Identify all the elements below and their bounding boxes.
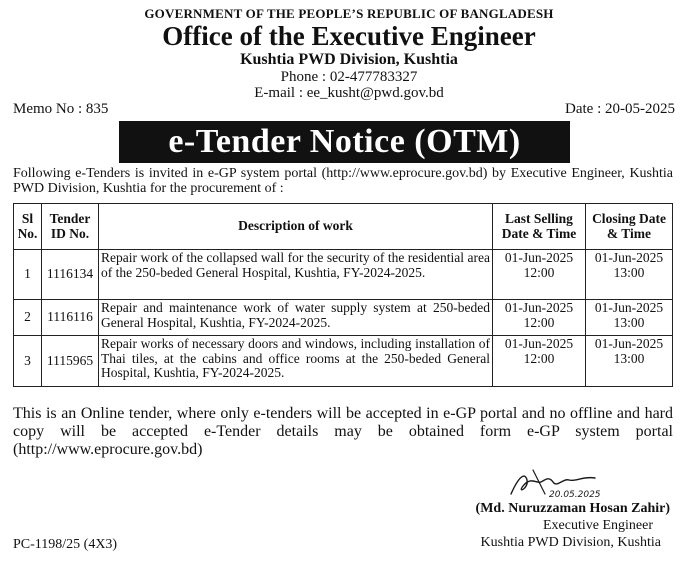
header-tender-id: Tender ID No.	[42, 204, 99, 250]
row-tender-id: 1115965	[42, 336, 99, 387]
row-description: Repair and maintenance work of water supply system at 250-beded General Hospital, Kushtia, FY-2024-2025.	[99, 300, 493, 336]
sell-time: 12:00	[523, 264, 555, 280]
sell-date: 01-Jun-2025	[504, 336, 574, 351]
close-date: 01-Jun-2025	[594, 336, 664, 351]
row-last-selling	[493, 336, 586, 387]
header-sl: Sl No.	[14, 204, 42, 250]
table-row	[14, 336, 673, 387]
close-time: 13:00	[613, 264, 645, 280]
signature-date: 20.05.2025	[549, 490, 601, 500]
division-name: Kushtia PWD Division, Kushtia	[240, 51, 458, 68]
notice-date: Date : 20-05-2025	[565, 101, 675, 117]
sell-time: 12:00	[523, 350, 555, 366]
memo-number: Memo No : 835	[13, 101, 109, 117]
handwritten-signature	[505, 464, 615, 502]
row-last-selling	[493, 250, 586, 300]
row-description: Repair work of the collapsed wall for the security of the residential area of the 250-beded General Hospital, Kushtia, FY-2024-2025.	[99, 250, 493, 300]
sell-date: 01-Jun-2025	[504, 250, 574, 265]
table-row	[14, 300, 673, 336]
tender-table	[13, 203, 673, 387]
close-date: 01-Jun-2025	[594, 300, 664, 315]
signatory-name: (Md. Nuruzzaman Hosan Zahir)	[475, 501, 670, 516]
close-date: 01-Jun-2025	[594, 250, 664, 265]
row-closing	[586, 336, 673, 387]
email-line: E-mail : ee_kusht@pwd.gov.bd	[254, 85, 444, 101]
notice-banner-title: e-Tender Notice (OTM)	[119, 121, 570, 163]
header-last-selling: Last Selling Date & Time	[493, 204, 586, 250]
row-closing	[586, 300, 673, 336]
row-tender-id: 1116116	[42, 300, 99, 336]
close-time: 13:00	[613, 314, 645, 330]
office-title: Office of the Executive Engineer	[162, 21, 536, 51]
sell-date: 01-Jun-2025	[504, 300, 574, 315]
row-description: Repair works of necessary doors and windows, including installation of Thai tiles, at the cabins and office rooms at the 250-beded General Hospital, Kushtia, FY-2024-2025.	[99, 336, 493, 387]
intro-paragraph: Following e-Tenders is invited in e-GP system portal (http://www.eprocure.gov.bd) by Executive Engineer, Kushtia PWD Division, Kushtia for the procurement of :	[13, 166, 673, 196]
table-row	[14, 250, 673, 300]
row-sl: 3	[14, 336, 42, 387]
government-heading: GOVERNMENT OF THE PEOPLE’S REPUBLIC OF BANGLADESH	[144, 6, 554, 21]
signatory-office: Kushtia PWD Division, Kushtia	[480, 535, 661, 550]
row-sl: 2	[14, 300, 42, 336]
reference-code: PC-1198/25 (4X3)	[13, 537, 118, 552]
online-tender-notice: This is an Online tender, where only e-tenders will be accepted in e-GP portal and no offline and hard copy will be accepted e-Tender details may be obtained form e-GP system portal (http://www.eprocure.gov.bd)	[13, 405, 673, 458]
row-closing	[586, 250, 673, 300]
row-last-selling	[493, 300, 586, 336]
signatory-title: Executive Engineer	[542, 518, 653, 533]
table-header-row	[14, 204, 673, 250]
row-tender-id: 1116134	[42, 250, 99, 300]
row-sl: 1	[14, 250, 42, 300]
sell-time: 12:00	[523, 314, 555, 330]
header-description: Description of work	[99, 204, 493, 250]
header-closing: Closing Date & Time	[586, 204, 673, 250]
close-time: 13:00	[613, 350, 645, 366]
phone-line: Phone : 02-477783327	[280, 69, 418, 85]
